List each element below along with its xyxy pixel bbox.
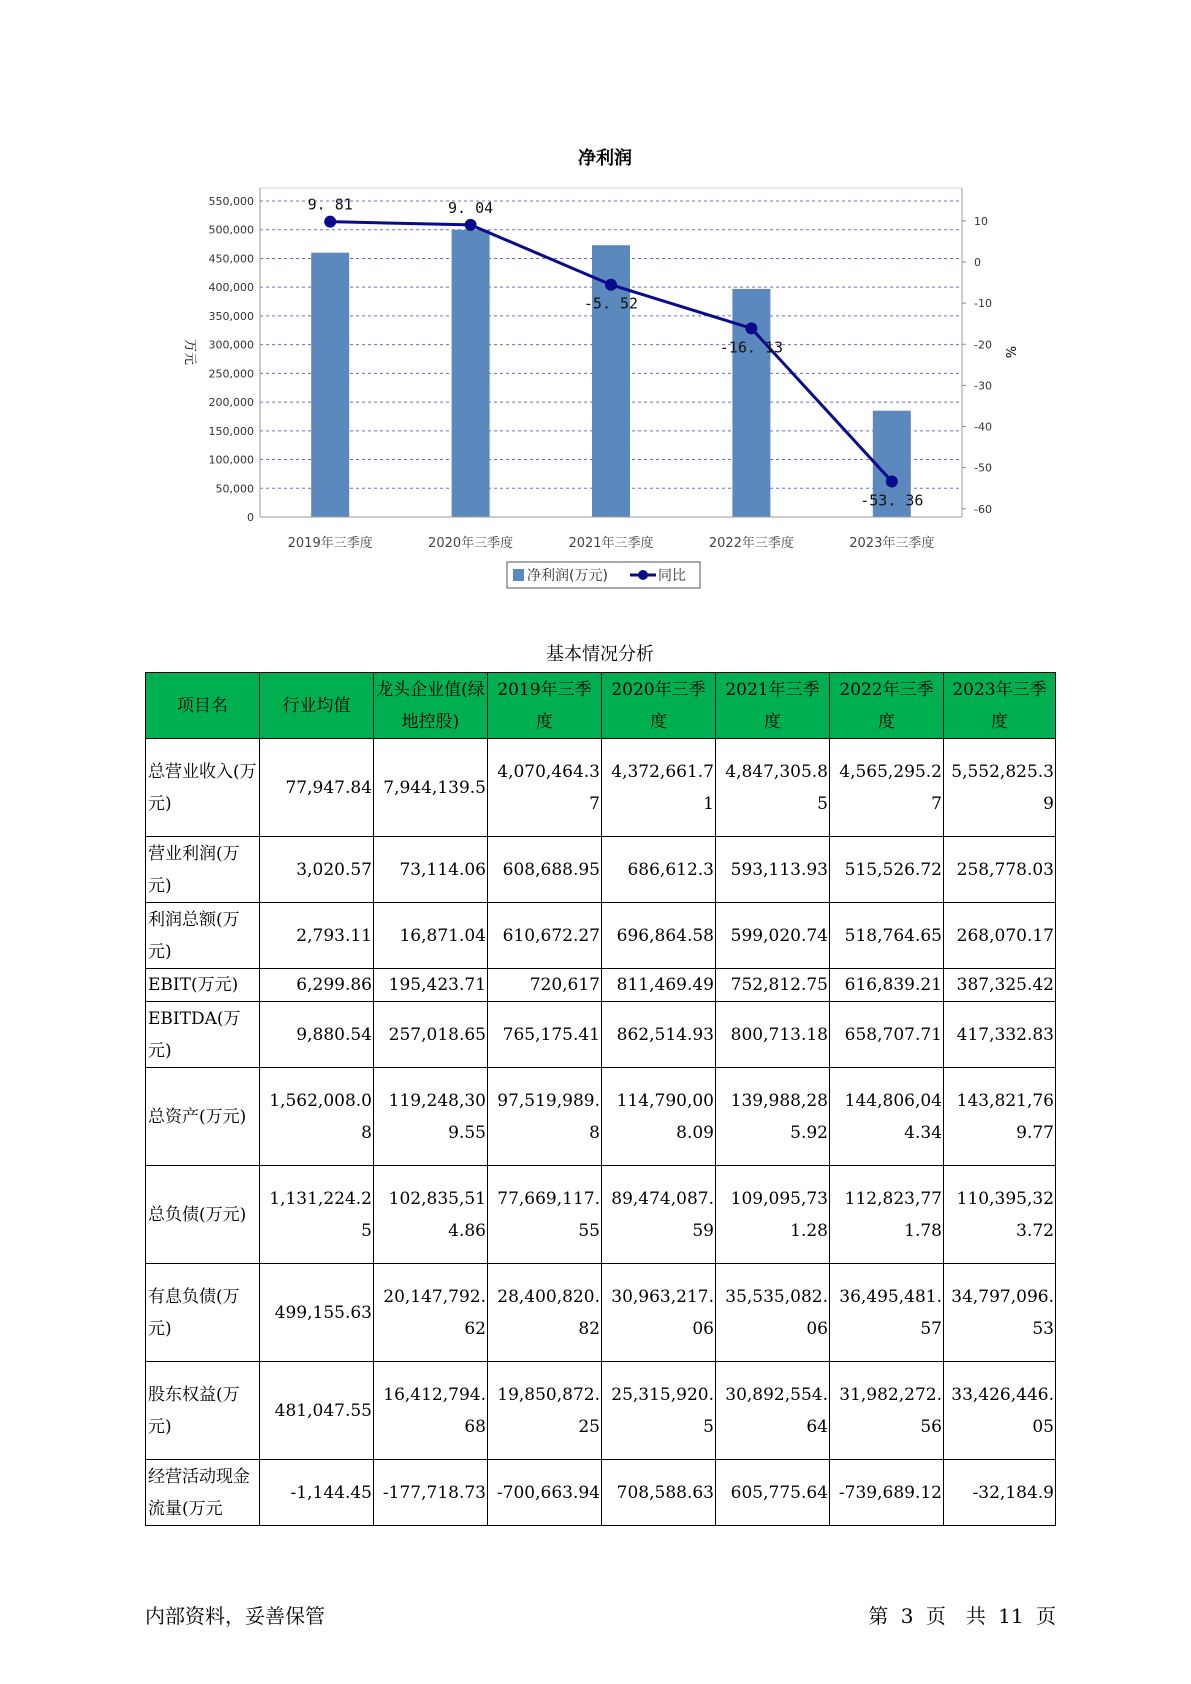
table-cell: 387,325.42: [944, 969, 1056, 1002]
table-cell: 811,469.49: [602, 969, 716, 1002]
legend-line-label: 同比: [658, 568, 686, 584]
table-title: 基本情况分析: [546, 644, 654, 665]
table-cell: 610,672.27: [488, 903, 602, 969]
footer-page-number: 第 3 页 共 11 页: [868, 1604, 1056, 1628]
table-cell: 30,892,554.64: [716, 1362, 830, 1460]
table-cell: 481,047.55: [260, 1362, 374, 1460]
x-tick-label: 2021年三季度: [568, 536, 654, 551]
table-header-cell: 龙头企业值(绿地控股): [374, 673, 488, 739]
table-cell: -177,718.73: [374, 1460, 488, 1526]
table-cell: 97,519,989.8: [488, 1068, 602, 1166]
table-cell: -32,184.9: [944, 1460, 1056, 1526]
table-cell: 862,514.93: [602, 1002, 716, 1068]
left-tick-label: 450,000: [208, 252, 254, 266]
table-header-cell: 2021年三季度: [716, 673, 830, 739]
table-row: [146, 1068, 1056, 1166]
table-cell: 89,474,087.59: [602, 1166, 716, 1264]
right-tick-label: -50: [974, 461, 992, 475]
table-cell: 708,588.63: [602, 1460, 716, 1526]
bar: [311, 253, 349, 517]
left-tick-label: 0: [247, 511, 254, 524]
table-cell: 608,688.95: [488, 837, 602, 903]
table-cell: 77,669,117.55: [488, 1166, 602, 1264]
table-cell: 752,812.75: [716, 969, 830, 1002]
table-cell: 28,400,820.82: [488, 1264, 602, 1362]
table-cell: 4,372,661.71: [602, 739, 716, 837]
table-header-cell: 2020年三季度: [602, 673, 716, 739]
table-cell: 19,850,872.25: [488, 1362, 602, 1460]
left-tick-label: 350,000: [208, 309, 254, 323]
left-tick-label: 300,000: [208, 338, 254, 352]
table-header-cell: 行业均值: [260, 673, 374, 739]
left-tick-label: 50,000: [215, 482, 254, 496]
row-label: 利润总额(万元): [146, 903, 260, 969]
table-cell: 112,823,771.78: [830, 1166, 944, 1264]
table-cell: 77,947.84: [260, 739, 374, 837]
right-tick-label: 10: [974, 214, 988, 228]
yoy-data-label: -16. 13: [719, 338, 784, 357]
table-cell: 593,113.93: [716, 837, 830, 903]
left-axis-title: 万元: [182, 338, 197, 366]
table-cell: 109,095,731.28: [716, 1166, 830, 1264]
table-cell: 1,131,224.25: [260, 1166, 374, 1264]
table-cell: 6,299.86: [260, 969, 374, 1002]
table-cell: 515,526.72: [830, 837, 944, 903]
table-row: [146, 837, 1056, 903]
chart-title: 净利润: [578, 148, 632, 169]
table-cell: 417,332.83: [944, 1002, 1056, 1068]
x-tick-label: 2022年三季度: [708, 536, 794, 551]
table-cell: 25,315,920.5: [602, 1362, 716, 1460]
table-cell: 73,114.06: [374, 837, 488, 903]
yoy-point: [324, 216, 336, 228]
table-row: [146, 1264, 1056, 1362]
table-cell: 102,835,514.86: [374, 1166, 488, 1264]
row-label: 总负债(万元): [146, 1166, 260, 1264]
right-tick-label: -20: [974, 338, 992, 352]
legend-bar-swatch: [513, 569, 524, 581]
table-cell: 16,412,794.68: [374, 1362, 488, 1460]
table-cell: 1,562,008.08: [260, 1068, 374, 1166]
legend-bar-label: 净利润(万元): [527, 568, 608, 584]
left-tick-label: 250,000: [208, 367, 254, 381]
yoy-point: [465, 219, 477, 231]
table-cell: 110,395,323.72: [944, 1166, 1056, 1264]
x-tick-label: 2020年三季度: [428, 536, 514, 551]
right-tick-label: 0: [974, 256, 981, 270]
table-cell: 616,839.21: [830, 969, 944, 1002]
table-cell: 35,535,082.06: [716, 1264, 830, 1362]
yoy-data-label: -53. 36: [860, 491, 924, 510]
table-cell: 658,707.71: [830, 1002, 944, 1068]
table-row: [146, 1166, 1056, 1264]
table-cell: 4,070,464.37: [488, 739, 602, 837]
table-cell: 686,612.3: [602, 837, 716, 903]
table-cell: 720,617: [488, 969, 602, 1002]
table-cell: 114,790,008.09: [602, 1068, 716, 1166]
x-tick-label: 2019年三季度: [287, 536, 373, 551]
right-tick-label: -40: [974, 420, 992, 434]
table-header-row: [146, 673, 1056, 739]
table-cell: 696,864.58: [602, 903, 716, 969]
bar: [452, 230, 490, 517]
table-header-cell: 2023年三季度: [944, 673, 1056, 739]
table-row: [146, 969, 1056, 1002]
net-profit-chart: [0, 0, 1191, 600]
table-cell: 800,713.18: [716, 1002, 830, 1068]
left-tick-label: 150,000: [208, 424, 254, 438]
table-row: [146, 1002, 1056, 1068]
yoy-data-label: -5. 52: [583, 294, 639, 313]
table-cell: 268,070.17: [944, 903, 1056, 969]
yoy-data-label: 9. 04: [448, 198, 494, 217]
row-label: 营业利润(万元): [146, 837, 260, 903]
table-cell: 9,880.54: [260, 1002, 374, 1068]
table-cell: 34,797,096.53: [944, 1264, 1056, 1362]
footer-confidential: 内部资料，妥善保管: [145, 1604, 325, 1628]
row-label: 总资产(万元): [146, 1068, 260, 1166]
row-label: 股东权益(万元): [146, 1362, 260, 1460]
table-row: [146, 739, 1056, 837]
left-tick-label: 550,000: [208, 195, 254, 208]
table-cell: 16,871.04: [374, 903, 488, 969]
table-cell: 33,426,446.05: [944, 1362, 1056, 1460]
table-cell: -700,663.94: [488, 1460, 602, 1526]
chart-legend: [507, 562, 700, 588]
table-cell: 119,248,309.55: [374, 1068, 488, 1166]
legend-line-marker: [638, 570, 648, 580]
right-tick-label: -10: [974, 297, 992, 311]
table-cell: 2,793.11: [260, 903, 374, 969]
table-cell: 20,147,792.62: [374, 1264, 488, 1362]
basic-analysis-table: [145, 672, 1056, 1526]
table-cell: 3,020.57: [260, 837, 374, 903]
left-tick-label: 200,000: [208, 396, 254, 410]
table-cell: 143,821,769.77: [944, 1068, 1056, 1166]
left-tick-label: 400,000: [208, 281, 254, 295]
table-cell: 30,963,217.06: [602, 1264, 716, 1362]
yoy-point: [886, 475, 898, 487]
yoy-data-label: 9. 81: [307, 195, 353, 214]
left-tick-label: 500,000: [208, 223, 254, 237]
table-row: [146, 1362, 1056, 1460]
table-cell: 518,764.65: [830, 903, 944, 969]
right-tick-label: -60: [974, 502, 992, 516]
right-tick-label: -30: [974, 379, 992, 393]
table-cell: 765,175.41: [488, 1002, 602, 1068]
table-header-cell: 2022年三季度: [830, 673, 944, 739]
row-label: 总营业收入(万元): [146, 739, 260, 837]
yoy-point: [605, 279, 617, 291]
row-label: 有息负债(万元): [146, 1264, 260, 1362]
left-tick-label: 100,000: [208, 453, 254, 467]
table-cell: 599,020.74: [716, 903, 830, 969]
table-row: [146, 903, 1056, 969]
row-label: EBITDA(万元): [146, 1002, 260, 1068]
table-cell: 36,495,481.57: [830, 1264, 944, 1362]
table-cell: 499,155.63: [260, 1264, 374, 1362]
table-cell: 5,552,825.39: [944, 739, 1056, 837]
table-cell: 139,988,285.92: [716, 1068, 830, 1166]
table-cell: 605,775.64: [716, 1460, 830, 1526]
table-header-cell: 项目名: [146, 673, 260, 739]
table-body: [146, 739, 1056, 1526]
table-cell: -1,144.45: [260, 1460, 374, 1526]
x-tick-label: 2023年三季度: [849, 536, 935, 551]
table-cell: 195,423.71: [374, 969, 488, 1002]
table-cell: 4,565,295.27: [830, 739, 944, 837]
yoy-point: [745, 322, 757, 334]
table-header-cell: 2019年三季度: [488, 673, 602, 739]
row-label: EBIT(万元): [146, 969, 260, 1002]
table-cell: 7,944,139.5: [374, 739, 488, 837]
table-cell: 4,847,305.85: [716, 739, 830, 837]
table-cell: 31,982,272.56: [830, 1362, 944, 1460]
table-cell: -739,689.12: [830, 1460, 944, 1526]
table-cell: 144,806,044.34: [830, 1068, 944, 1166]
table-cell: 257,018.65: [374, 1002, 488, 1068]
table-row: [146, 1460, 1056, 1526]
row-label: 经营活动现金流量(万元: [146, 1460, 260, 1526]
table-cell: 258,778.03: [944, 837, 1056, 903]
right-axis-title: %: [1002, 345, 1017, 359]
